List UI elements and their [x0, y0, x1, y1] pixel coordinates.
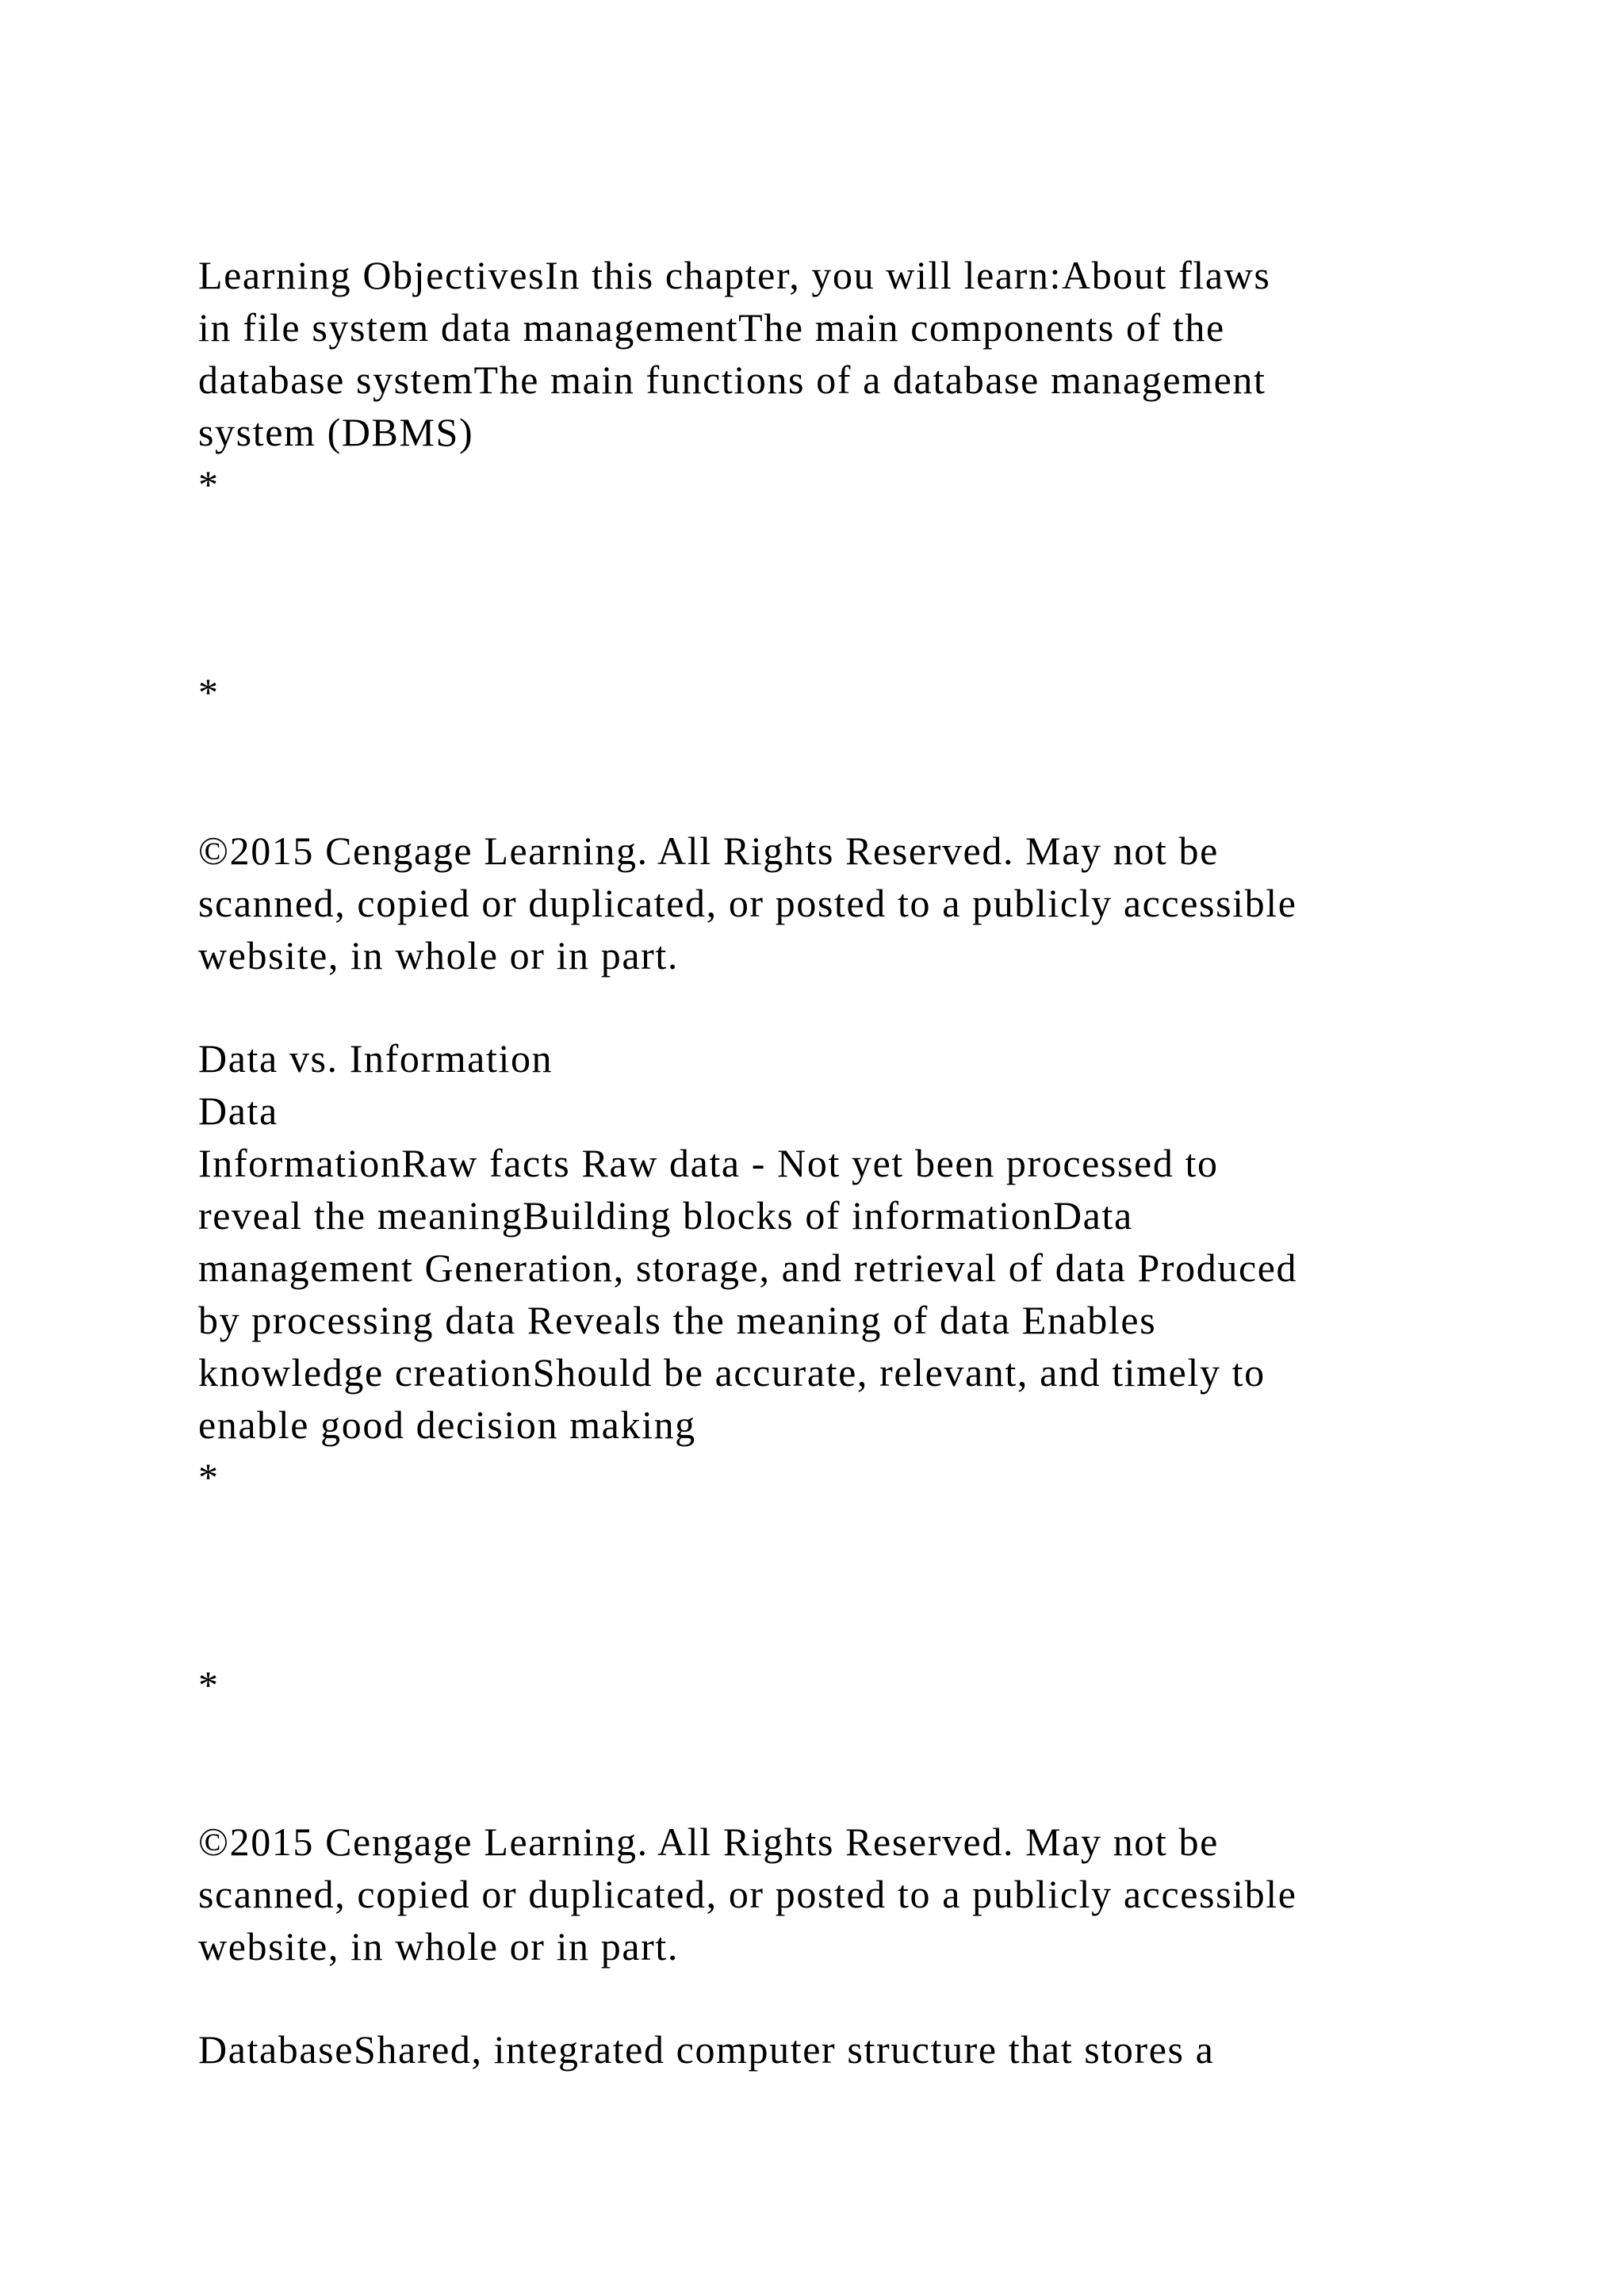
slide-separator-star: * [198, 1663, 220, 1707]
slide-separator-star: * [198, 1455, 220, 1499]
slide-separator-star: * [198, 462, 220, 507]
data-vs-information-text: Data vs. Information Data InformationRaw facts Raw data - Not yet been processed to reveal the meaningBuilding blocks of informationData management Generation, storage, and retrieval of data Produced by processing data Reveals the meaning of data Enables knowledge creationShould be accurate, relevant, and timely to enable good decision making [198, 1036, 1298, 1447]
copyright-notice: ©2015 Cengage Learning. All Rights Reserved. May not be scanned, copied or duplicated, or posted to a publicly accessible website, in whole or in part. [198, 828, 1297, 978]
database-definition-text: DatabaseShared, integrated computer structure that stores a [198, 2027, 1215, 2072]
copyright-notice: ©2015 Cengage Learning. All Rights Reserved. May not be scanned, copied or duplicated, or posted to a publicly accessible website, in whole or in part. [198, 1820, 1297, 1969]
learning-objectives-text: Learning ObjectivesIn this chapter, you will learn:About flaws in file system data managementThe main components of the database systemThe main functions of a database management system (DBMS) [198, 253, 1271, 454]
slide-separator-star: * [198, 670, 220, 714]
